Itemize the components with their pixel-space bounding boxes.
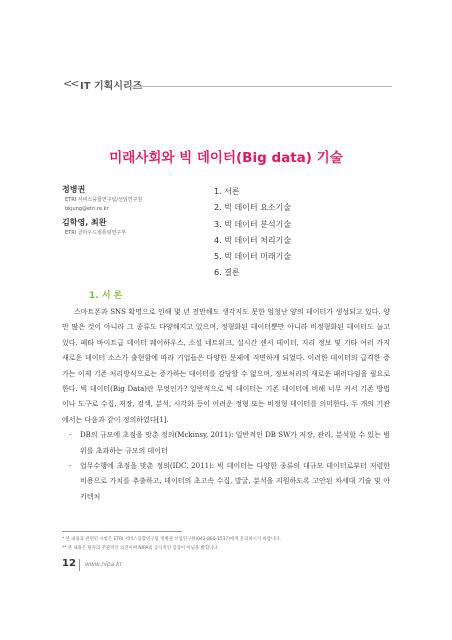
toc-item: 2. 빅 데이터 요소기술 (214, 203, 292, 213)
series-label: IT 기획시리즈 (80, 81, 143, 92)
footnote: ** 본 내용은 필자의 주관적인 의견이며 NIPA의 공식적인 입장이 아님을 밝힙니다. (62, 546, 219, 551)
footnote: * 본 내용과 관련된 사항은 ETRI 서비스융합연구팀 정병권 선임연구원(042-860-1537)에게 문의하시기 바랍니다. (62, 537, 281, 542)
article-title: 미래사회와 빅 데이터(Big data) 기술 (109, 150, 343, 166)
toc-item: 6. 결론 (214, 268, 240, 278)
author-entry (62, 184, 192, 214)
bullet-dash: - (69, 431, 72, 440)
footnotes (62, 535, 392, 553)
bullet-dash: - (69, 462, 72, 471)
table-of-contents (214, 184, 394, 282)
list-item (62, 459, 390, 505)
body-paragraph: 스마트폰과 SNS 확명으로 인해 몇 년 전만해도 생각지도 못한 엄청난 양의 데이터가 생성되고 있다. 양만 많은 것이 아니라 그 종류도 다양해지고 있으며, 정형화된 데이터뿐만 아니라 비정형화된 데이터도 늘고 있다. 페타 바이트급 데이터 웨어하우스, 소셜 네트워크, 실시간 센서 데이터, 지리 정보 및 기타 여러 가지 새로운 데이터 소스가 출현함에 따라 기업들은 다양한 문제에 직면하게 되었다. 이러한 데이터의 급격한 증가는 이제 기존 처리방식으로는 증가하는 데이터를 감당할 수 없으며, 정보처리의 새로운 패러다임을 필요로 한다. 빅 데이터(Big Data)란 무엇인가? 일반적으로 빅 데이터는 기존 데이터에 비해 너무 커서 기존 방법이나 도구로 수집, 저장, 검색, 분석, 시각화 등이 어려운 정형 또는 비정형 데이터를 의미한다. 두 개의 기관에서는 다음과 같이 정의하였다[1]. (62, 308, 390, 424)
author-entry (62, 217, 192, 238)
page-number: 12 (62, 558, 76, 569)
definition-list (62, 428, 390, 505)
list-item-text: DB의 규모에 초점을 맞춘 정의(Mckinsy, 2011): 일반적인 DB SW가 저장, 관리, 분석할 수 있는 범위를 초과하는 규모의 데이터 (80, 431, 390, 455)
author-name: 김학영, 최완 (62, 218, 107, 227)
author-affiliation: ETRI 클라우드컴퓨팅연구부 (65, 230, 127, 236)
list-item-text: 업무수행에 초점을 맞춘 정의(IDC, 2011): 빅 데이터는 다양한 종류의 대규모 데이터로부터 저렴한 비용으로 가치를 추출하고, 데이터의 초고속 수집, 발굴, 분석을 지원하도록 고안된 차세대 기술 및 아키텍처 (80, 462, 390, 501)
header-rule (130, 86, 392, 87)
body-text (62, 305, 390, 505)
author-name: 정병권 (62, 185, 86, 194)
author-affiliation: ETRI 서비스융합연구팀/선임연구원 (65, 197, 143, 203)
section-heading: 1. 서 론 (89, 291, 123, 301)
footnote-divider (62, 531, 182, 532)
author-block (62, 184, 192, 238)
toc-item: 5. 빅 데이터 미래기술 (214, 252, 292, 262)
series-chevron-icon: << (63, 77, 78, 90)
footer-url: www.nipa.kr (85, 561, 123, 568)
toc-item: 3. 빅 데이터 분석기술 (214, 219, 292, 229)
toc-item: 1. 서론 (214, 187, 240, 196)
list-item (62, 428, 390, 459)
toc-item: 4. 빅 데이터 처리기술 (214, 235, 292, 245)
author-email: bkjung@etri.re.kr (65, 206, 109, 212)
footer-divider (79, 559, 80, 571)
